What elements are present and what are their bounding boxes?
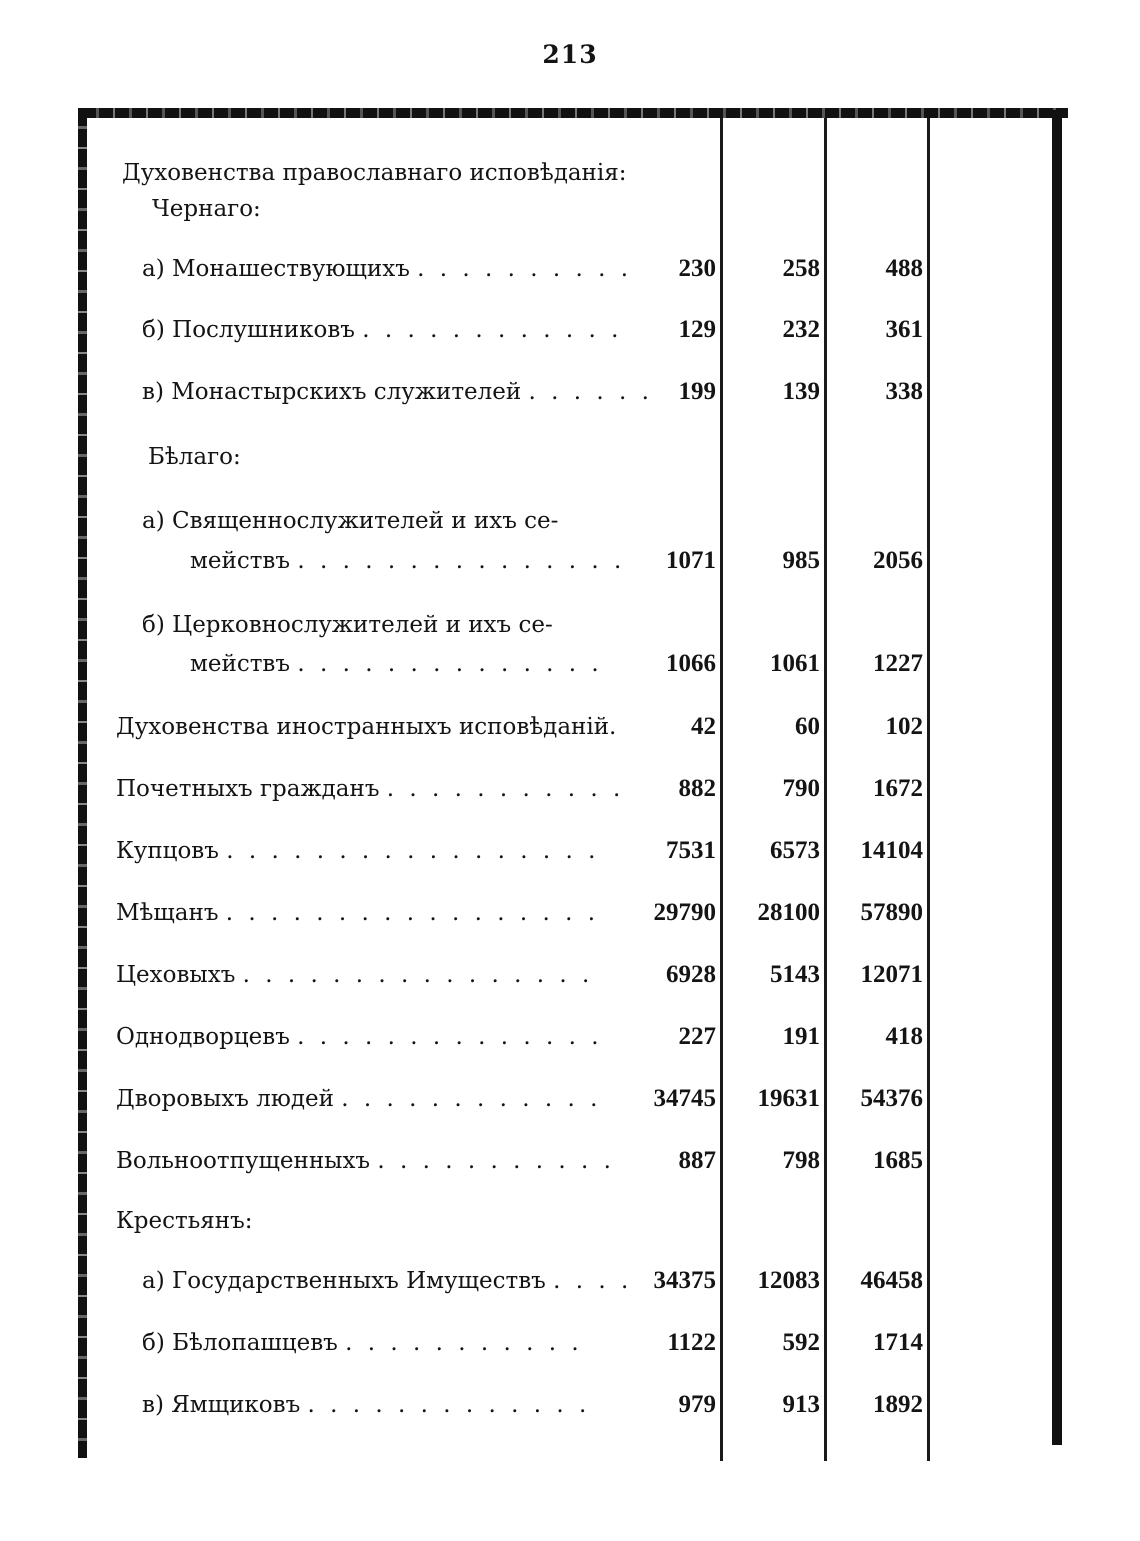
value-col-1: 1071	[666, 547, 716, 574]
leader-dots: . . . . . . . . . . . . . . .	[297, 548, 626, 574]
value-col-2: 798	[782, 1147, 820, 1174]
value-col-3: 1227	[873, 650, 923, 677]
value-col-3: 488	[885, 255, 923, 282]
row-label: Дворовыхъ людей	[116, 1086, 334, 1112]
leader-dots: . . . . . . . . . . .	[345, 1330, 583, 1356]
value-col-3: 102	[885, 713, 923, 740]
column-divider-2	[824, 118, 827, 1461]
value-col-3: 14104	[860, 837, 923, 864]
value-col-3: 418	[885, 1023, 923, 1050]
row-label: Однодворцевъ	[116, 1024, 290, 1050]
value-col-1: 129	[678, 316, 716, 343]
value-col-3: 1685	[873, 1147, 923, 1174]
value-col-3: 1714	[873, 1329, 923, 1356]
leader-dots: . . . .	[553, 1268, 633, 1294]
value-col-1: 34745	[653, 1085, 716, 1112]
leader-dots: . . . . . . . . . . . .	[362, 317, 623, 343]
value-col-1: 1122	[667, 1329, 716, 1356]
page-number: 213	[542, 40, 598, 69]
value-col-3: 361	[885, 316, 923, 343]
row-label: б) Церковнослужителей и ихъ се-	[142, 612, 553, 638]
leader-dots: . . . . . . . . . . . . . .	[297, 651, 603, 677]
value-col-2: 232	[782, 316, 820, 343]
leader-dots: . . . . . . . . . .	[417, 256, 633, 282]
column-divider-3	[927, 118, 930, 1461]
row-label: Чернаго:	[152, 196, 261, 222]
row-label: Цеховыхъ	[116, 962, 236, 988]
row-label: Мѣщанъ	[116, 900, 219, 926]
value-col-1: 979	[678, 1391, 716, 1418]
row-label: б) Послушниковъ	[142, 317, 355, 343]
row-label: б) Бѣлопашцевъ	[142, 1330, 338, 1356]
value-col-1: 34375	[653, 1267, 716, 1294]
value-col-3: 57890	[860, 899, 923, 926]
row-label: Бѣлаго:	[148, 444, 241, 470]
value-col-2: 5143	[770, 961, 820, 988]
value-col-1: 199	[678, 378, 716, 405]
value-col-2: 1061	[770, 650, 820, 677]
value-col-1: 227	[678, 1023, 716, 1050]
row-label: Крестьянъ:	[116, 1208, 253, 1234]
value-col-1: 29790	[653, 899, 716, 926]
value-col-3: 12071	[860, 961, 923, 988]
row-label: а) Монашествующихъ	[142, 256, 410, 282]
table-top-rule	[82, 108, 1068, 118]
leader-dots: . . . . . . . . . . . . . . . .	[242, 962, 594, 988]
value-col-1: 230	[678, 255, 716, 282]
value-col-2: 592	[782, 1329, 820, 1356]
value-col-2: 60	[795, 713, 820, 740]
value-col-3: 2056	[873, 547, 923, 574]
value-col-2: 6573	[770, 837, 820, 864]
leader-dots: . . . . . . . . . . . .	[341, 1086, 602, 1112]
value-col-1: 882	[678, 775, 716, 802]
row-label: мействъ	[190, 548, 291, 574]
value-col-3: 1672	[873, 775, 923, 802]
value-col-1: 887	[678, 1147, 716, 1174]
value-col-2: 790	[782, 775, 820, 802]
value-col-1: 1066	[666, 650, 716, 677]
row-label: в) Ямщиковъ	[142, 1392, 301, 1418]
row-label: Духовенства иностранныхъ исповѣданій.	[116, 714, 617, 740]
leader-dots: . . . . . . . . . . . . .	[307, 1392, 591, 1418]
leader-dots: . . . . . .	[528, 379, 653, 405]
value-col-1: 6928	[666, 961, 716, 988]
value-col-3: 46458	[860, 1267, 923, 1294]
row-label: а) Священнослужителей и ихъ се-	[142, 508, 559, 534]
leader-dots: . . . . . . . . . . . . . .	[297, 1024, 603, 1050]
statistics-table	[78, 108, 1063, 1460]
leader-dots: . . . . . . . . . . .	[386, 776, 625, 802]
value-col-3: 54376	[860, 1085, 923, 1112]
row-label: Почетныхъ гражданъ	[116, 776, 380, 802]
row-label: Духовенства православнаго исповѣданія:	[122, 160, 627, 186]
table-left-rule	[78, 108, 87, 1458]
value-col-3: 1892	[873, 1391, 923, 1418]
leader-dots: . . . . . . . . . . . . . . . . .	[226, 838, 600, 864]
value-col-2: 19631	[757, 1085, 820, 1112]
leader-dots: . . . . . . . . . . .	[377, 1148, 615, 1174]
value-col-2: 985	[782, 547, 820, 574]
value-col-2: 191	[782, 1023, 820, 1050]
value-col-2: 913	[782, 1391, 820, 1418]
value-col-1: 7531	[666, 837, 716, 864]
value-col-2: 28100	[757, 899, 820, 926]
value-col-2: 258	[782, 255, 820, 282]
value-col-2: 12083	[757, 1267, 820, 1294]
leader-dots: . . . . . . . . . . . . . . . . .	[225, 900, 600, 926]
row-label: Вольноотпущенныхъ	[116, 1148, 371, 1174]
row-label: а) Государственныхъ Имуществъ	[142, 1268, 546, 1294]
row-label: Купцовъ	[116, 838, 219, 864]
value-col-3: 338	[885, 378, 923, 405]
row-label: в) Монастырскихъ служителей	[142, 379, 522, 405]
value-col-1: 42	[691, 713, 716, 740]
table-right-rule	[1052, 110, 1062, 1445]
row-label: мействъ	[190, 651, 291, 677]
value-col-2: 139	[782, 378, 820, 405]
